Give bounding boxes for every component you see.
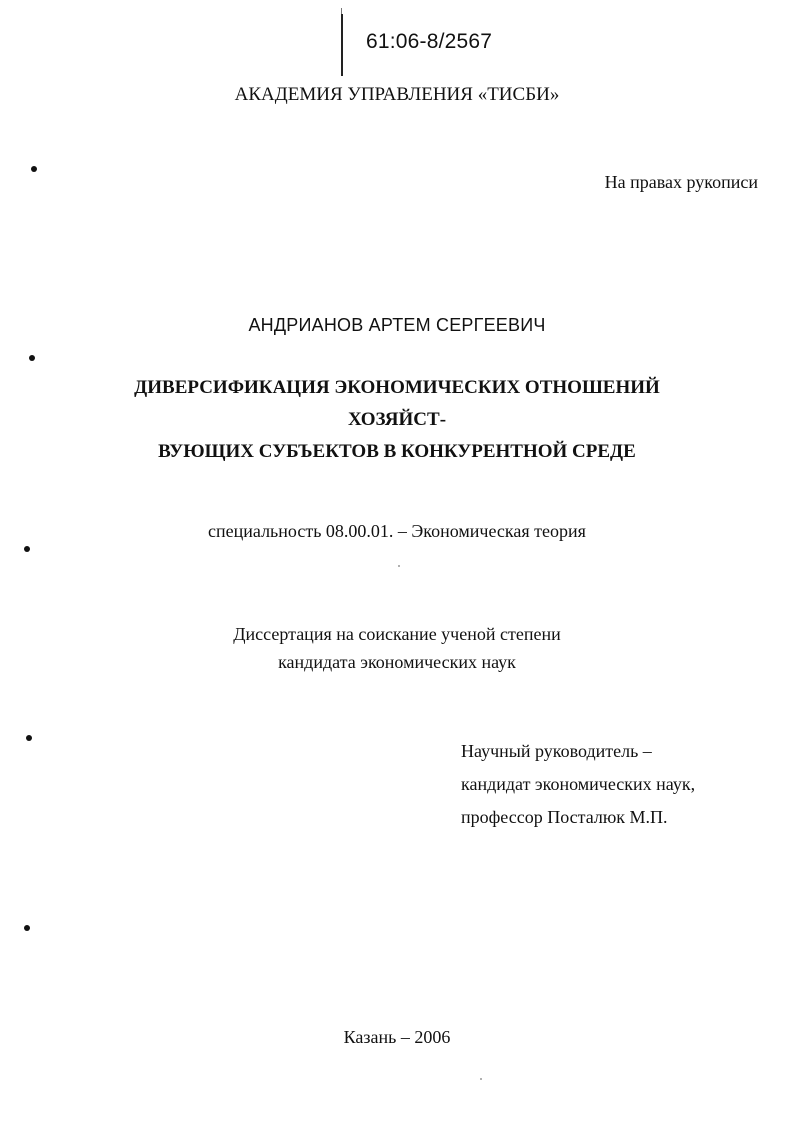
- binding-hole-mark: [29, 355, 35, 361]
- rights-note: На правах рукописи: [604, 172, 758, 192]
- supervisor-line-3: профессор Посталюк М.П.: [461, 807, 668, 827]
- title-line-2: ВУЮЩИХ СУБЪЕКТОВ В КОНКУРЕНТНОЙ СРЕДЕ: [158, 441, 636, 462]
- binding-hole-mark: [24, 546, 30, 552]
- binding-hole-mark: [24, 925, 30, 931]
- title-line-1: ДИВЕРСИФИКАЦИЯ ЭКОНОМИЧЕСКИХ ОТНОШЕНИЙ ХОЗЯЙСТ-: [134, 377, 660, 430]
- degree-line-2: кандидата экономических наук: [278, 652, 516, 672]
- stamp-divider-line: [341, 14, 343, 76]
- scan-speck: [480, 1078, 482, 1080]
- specialty-line: специальность 08.00.01. – Экономическая теория: [208, 521, 586, 541]
- scan-speck: [398, 565, 400, 567]
- binding-hole-mark: [26, 735, 32, 741]
- archive-stamp-code: 61:06-8/2567: [366, 30, 493, 53]
- dissertation-title: [100, 372, 694, 468]
- city-year: Казань – 2006: [343, 1027, 451, 1047]
- binding-hole-mark: [31, 166, 37, 172]
- degree-statement: [0, 620, 794, 676]
- supervisor-line-1: Научный руководитель –: [461, 741, 652, 761]
- supervisor-line-2: кандидат экономических наук,: [461, 774, 696, 794]
- supervisor-block: [461, 735, 695, 834]
- author-name: АНДРИАНОВ АРТЕМ СЕРГЕЕВИЧ: [248, 315, 546, 335]
- organization-name: АКАДЕМИЯ УПРАВЛЕНИЯ «ТИСБИ»: [234, 84, 560, 105]
- degree-line-1: Диссертация на соискание ученой степени: [233, 624, 561, 644]
